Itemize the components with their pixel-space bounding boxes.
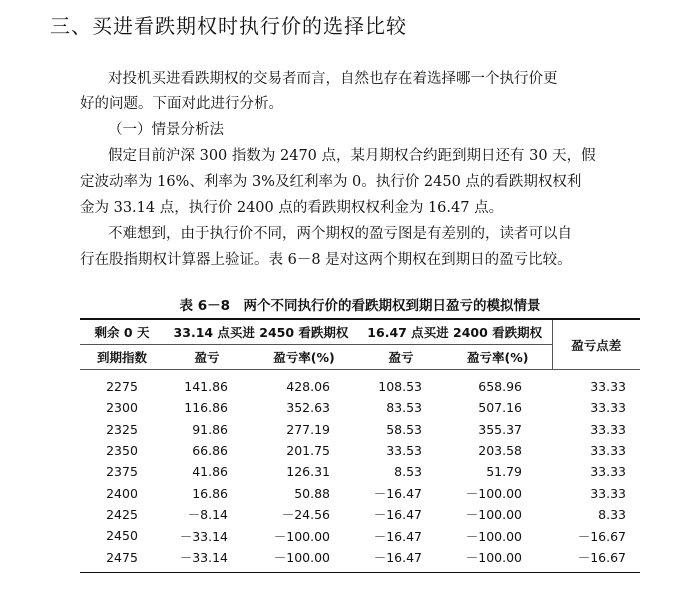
g1-rate-cell: 428.06 xyxy=(286,379,330,395)
g2-pl-cell: 8.53 xyxy=(394,464,422,480)
table-row xyxy=(80,397,640,418)
g2-rate-cell: 658.96 xyxy=(478,379,522,395)
g1-pl-cell: －33.14 xyxy=(164,546,250,572)
g1-rate-cell: 352.63 xyxy=(286,400,330,416)
g1-pl-cell: 66.86 xyxy=(192,443,228,459)
pl-spread-cell: －16.67 xyxy=(577,528,626,544)
g1-rate-cell: 50.88 xyxy=(294,485,330,501)
subsection-heading: （一）情景分析法 xyxy=(108,122,224,138)
g2-pl-cell: 108.53 xyxy=(378,379,422,395)
g1-pl-cell: 16.86 xyxy=(192,485,228,501)
g1-rate-cell: －100.00 xyxy=(250,546,358,572)
g2-rate-cell: 507.16 xyxy=(478,400,522,416)
pl-spread-cell: 33.33 xyxy=(590,379,626,395)
pl-spread-cell: －16.67 xyxy=(552,546,640,572)
table-row xyxy=(80,419,640,440)
g2-rate-cell: 355.37 xyxy=(478,421,522,437)
table-row xyxy=(80,482,640,503)
pl-spread-cell: 33.33 xyxy=(590,421,626,437)
g1-rate-cell: 277.19 xyxy=(286,421,330,437)
expiry-index-cell: 2450 xyxy=(106,528,138,544)
pl-comparison-table xyxy=(80,318,640,573)
pl-spread-cell: 33.33 xyxy=(590,400,626,416)
expiry-index-cell: 2375 xyxy=(106,464,138,480)
g2-rate-cell: 203.58 xyxy=(478,443,522,459)
expiry-index-cell: 2425 xyxy=(106,506,138,522)
g1-rate-cell: 201.75 xyxy=(286,443,330,459)
table-row xyxy=(80,440,640,461)
paragraph-2-line-1: 假定目前沪深 300 指数为 2470 点，某月期权合约距到期日还有 30 天，假 xyxy=(108,148,596,164)
expiry-index-cell: 2275 xyxy=(106,379,138,395)
expiry-index-cell: 2400 xyxy=(106,485,138,501)
g1-rate-cell: 126.31 xyxy=(286,464,330,480)
pl-spread-cell: 33.33 xyxy=(590,485,626,501)
table-caption: 表 6－8 两个不同执行价的看跌期权到期日盈亏的模拟情景 xyxy=(179,298,541,314)
g2-rate-cell: －100.00 xyxy=(465,528,522,544)
g2-rate-cell: －100.00 xyxy=(465,507,522,523)
g2-rate-cell: 51.79 xyxy=(486,464,522,480)
g2-pl-cell: 83.53 xyxy=(386,400,422,416)
expiry-index-cell: 2475 xyxy=(80,546,164,572)
section-heading: 三、买进看跌期权时执行价的选择比较 xyxy=(50,14,407,38)
expiry-index-cell: 2325 xyxy=(106,421,138,437)
g2-pl-cell: 58.53 xyxy=(386,421,422,437)
header-remaining-days: 剩余 0 天 xyxy=(80,319,164,345)
table-row xyxy=(80,525,640,546)
g2-rate-cell: －100.00 xyxy=(465,486,522,502)
table-row xyxy=(80,370,640,398)
pl-spread-cell: 8.33 xyxy=(598,506,626,522)
header-g1-rate: 盈亏率(%) xyxy=(250,345,358,370)
paragraph-2-line-2: 定波动率为 16%、利率为 3%及红利率为 0。执行价 2450 点的看跌期权权利 xyxy=(80,174,582,190)
header-group-2400-put: 16.47 点买进 2400 看跌期权 xyxy=(358,319,552,345)
g2-pl-cell: －16.47 xyxy=(373,486,422,502)
g2-pl-cell: 33.53 xyxy=(386,443,422,459)
table-body xyxy=(80,370,640,573)
g1-rate-cell: －100.00 xyxy=(273,528,330,544)
pl-spread-cell: 33.33 xyxy=(590,443,626,459)
g2-rate-cell: －100.00 xyxy=(444,546,552,572)
g1-pl-cell: 116.86 xyxy=(184,400,228,416)
header-pl-spread: 盈亏点差 xyxy=(552,319,640,370)
header-g2-pl: 盈亏 xyxy=(358,345,444,370)
g1-rate-cell: －24.56 xyxy=(281,507,330,523)
paragraph-1-line-2: 好的问题。下面对此进行分析。 xyxy=(80,96,283,112)
table-row xyxy=(80,461,640,482)
paragraph-3-line-2: 行在股指期权计算器上验证。表 6－8 是对这两个期权在到期日的盈亏比较。 xyxy=(80,252,572,268)
g2-pl-cell: －16.47 xyxy=(373,528,422,544)
paragraph-1-line-1: 对投机买进看跌期权的交易者而言，自然也存在着选择哪一个执行价更 xyxy=(108,71,558,87)
expiry-index-cell: 2350 xyxy=(106,443,138,459)
expiry-index-cell: 2300 xyxy=(106,400,138,416)
table-row xyxy=(80,546,640,572)
paragraph-2-line-3: 金为 33.14 点，执行价 2400 点的看跌期权权利金为 16.47 点。 xyxy=(80,200,504,216)
table-row xyxy=(80,504,640,525)
pl-spread-cell: 33.33 xyxy=(590,464,626,480)
g1-pl-cell: 41.86 xyxy=(192,464,228,480)
g1-pl-cell: 141.86 xyxy=(184,379,228,395)
g2-pl-cell: －16.47 xyxy=(358,546,444,572)
header-g2-rate: 盈亏率(%) xyxy=(444,345,552,370)
g1-pl-cell: 91.86 xyxy=(192,421,228,437)
header-g1-pl: 盈亏 xyxy=(164,345,250,370)
g2-pl-cell: －16.47 xyxy=(373,507,422,523)
header-group-2450-put: 33.14 点买进 2450 看跌期权 xyxy=(164,319,358,345)
g1-pl-cell: －33.14 xyxy=(179,528,228,544)
g1-pl-cell: －8.14 xyxy=(187,507,228,523)
paragraph-3-line-1: 不难想到，由于执行价不同，两个期权的盈亏图是有差别的，读者可以自 xyxy=(108,226,572,242)
header-expiry-index: 到期指数 xyxy=(80,345,164,370)
